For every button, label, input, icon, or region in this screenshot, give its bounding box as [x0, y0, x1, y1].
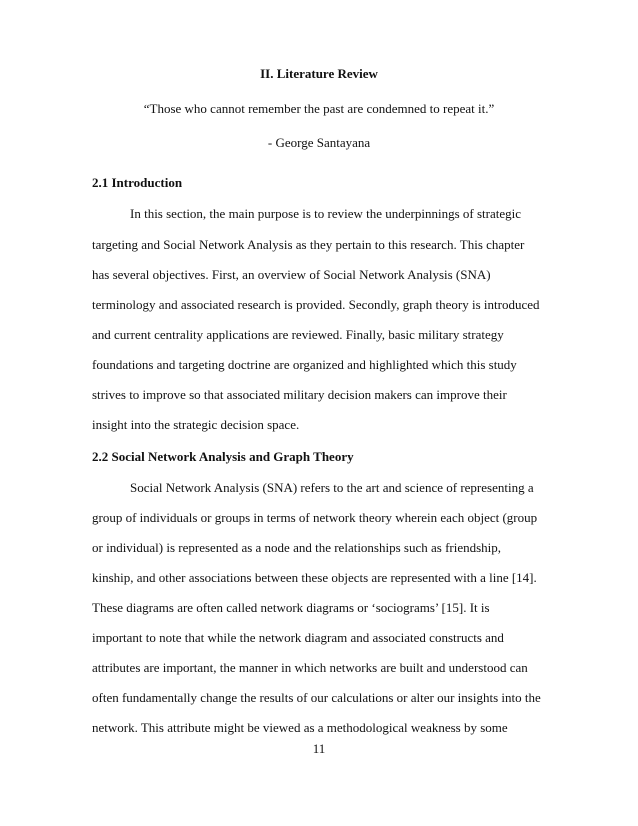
paragraph-line: or individual) is represented as a node and the relationships such as friendship,	[92, 540, 502, 555]
epigraph-quote: “Those who cannot remember the past are condemned to repeat it.”	[143, 101, 495, 116]
paragraph-line: attributes are important, the manner in which networks are built and understood can	[92, 660, 528, 675]
paragraph-line: strives to improve so that associated military decision makers can improve their	[92, 387, 507, 402]
paragraph-line: insight into the strategic decision space.	[92, 417, 300, 432]
section-heading-sna-graph-theory: 2.2 Social Network Analysis and Graph Theory	[92, 449, 354, 464]
paragraph-line: These diagrams are often called network diagrams or ‘sociograms’ [15]. It is	[92, 600, 490, 615]
epigraph-attribution: - George Santayana	[267, 135, 371, 150]
paragraph-line: kinship, and other associations between these objects are represented with a line [14].	[92, 570, 537, 585]
paragraph-line: often fundamentally change the results of our calculations or alter our insights into the	[92, 690, 541, 705]
paragraph-line: important to note that while the network diagram and associated constructs and	[92, 630, 504, 645]
paragraph-line: group of individuals or groups in terms of network theory wherein each object (group	[92, 510, 538, 525]
section-heading-introduction: 2.1 Introduction	[92, 175, 183, 190]
paragraph-line: and current centrality applications are reviewed. Finally, basic military strategy	[92, 327, 504, 342]
paragraph-line: Social Network Analysis (SNA) refers to the art and science of representing a	[130, 480, 534, 495]
paragraph-line: network. This attribute might be viewed as a methodological weakness by some	[92, 720, 508, 735]
paragraph-line: terminology and associated research is provided. Secondly, graph theory is introduced	[92, 297, 540, 312]
page-number: 11	[312, 741, 326, 756]
chapter-title: II. Literature Review	[260, 66, 378, 81]
paragraph-line: targeting and Social Network Analysis as they pertain to this research. This chapter	[92, 237, 525, 252]
paragraph-line: foundations and targeting doctrine are organized and highlighted which this study	[92, 357, 517, 372]
paragraph-line: has several objectives. First, an overview of Social Network Analysis (SNA)	[92, 267, 491, 282]
paragraph-line: In this section, the main purpose is to review the underpinnings of strategic	[130, 206, 521, 221]
